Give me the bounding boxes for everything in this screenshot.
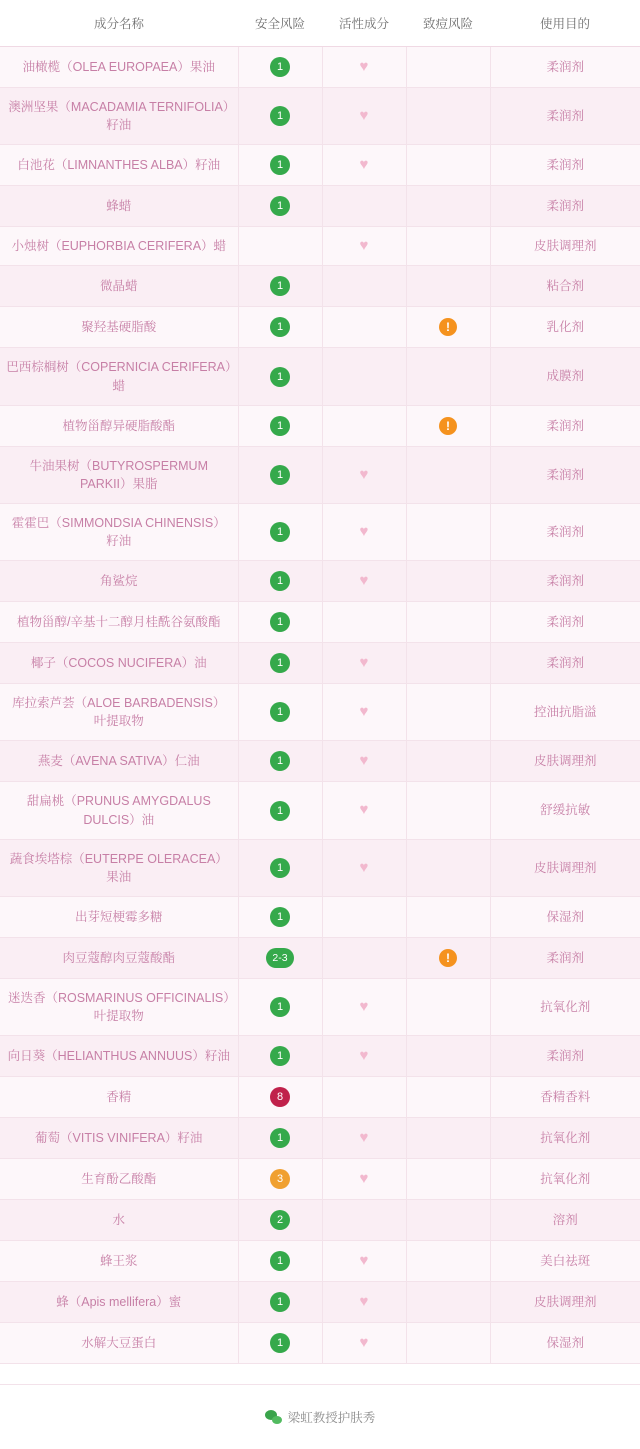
table-row [0, 741, 640, 782]
table-row [0, 446, 640, 503]
ingredient-name: 微晶蜡 [0, 266, 238, 307]
safety-risk-badge: 1 [270, 317, 290, 337]
safety-risk-cell [238, 1241, 322, 1282]
safety-risk-badge: 2-3 [266, 948, 294, 968]
safety-risk-cell [238, 1200, 322, 1241]
table-row [0, 1323, 640, 1364]
ingredient-name: 蜂蜡 [0, 186, 238, 227]
heart-icon: ♥ [359, 572, 369, 590]
acne-risk-cell [406, 348, 490, 405]
purpose-cell: 柔润剂 [490, 602, 640, 643]
safety-risk-cell [238, 446, 322, 503]
ingredient-name: 植物甾醇异硬脂酸酯 [0, 405, 238, 446]
table-row [0, 348, 640, 405]
active-ingredient-cell [322, 937, 406, 978]
wechat-icon [265, 1410, 282, 1424]
active-ingredient-cell [322, 978, 406, 1035]
safety-risk-cell [238, 1159, 322, 1200]
active-ingredient-cell [322, 602, 406, 643]
acne-risk-cell [406, 782, 490, 839]
column-header-name: 成分名称 [0, 0, 238, 47]
table-row [0, 782, 640, 839]
active-ingredient-cell [322, 88, 406, 145]
acne-risk-cell [406, 1282, 490, 1323]
active-ingredient-cell [322, 896, 406, 937]
purpose-cell: 皮肤调理剂 [490, 741, 640, 782]
purpose-cell: 柔润剂 [490, 503, 640, 560]
purpose-cell: 皮肤调理剂 [490, 839, 640, 896]
table-row [0, 1118, 640, 1159]
purpose-cell: 保湿剂 [490, 1323, 640, 1364]
ingredient-name: 白池花（LIMNANTHES ALBA）籽油 [0, 145, 238, 186]
safety-risk-cell [238, 643, 322, 684]
safety-risk-badge: 1 [270, 196, 290, 216]
ingredient-name: 迷迭香（ROSMARINUS OFFICINALIS）叶提取物 [0, 978, 238, 1035]
acne-risk-cell [406, 839, 490, 896]
safety-risk-badge: 1 [270, 612, 290, 632]
safety-risk-cell [238, 1118, 322, 1159]
acne-risk-cell [406, 602, 490, 643]
warning-icon: ! [439, 949, 457, 967]
ingredient-name: 向日葵（HELIANTHUS ANNUUS）籽油 [0, 1036, 238, 1077]
acne-risk-cell [406, 186, 490, 227]
safety-risk-cell [238, 145, 322, 186]
table-row [0, 307, 640, 348]
active-ingredient-cell [322, 684, 406, 741]
acne-risk-cell [406, 1323, 490, 1364]
acne-risk-cell [406, 1241, 490, 1282]
ingredient-name: 肉豆蔻醇肉豆蔻酸酯 [0, 937, 238, 978]
safety-risk-cell [238, 1282, 322, 1323]
safety-risk-badge: 1 [270, 106, 290, 126]
acne-risk-cell [406, 88, 490, 145]
safety-risk-badge: 1 [270, 571, 290, 591]
safety-risk-cell [238, 978, 322, 1035]
heart-icon: ♥ [359, 1293, 369, 1311]
active-ingredient-cell [322, 405, 406, 446]
safety-risk-cell [238, 1323, 322, 1364]
heart-icon: ♥ [359, 57, 369, 75]
active-ingredient-cell [322, 1036, 406, 1077]
safety-risk-badge: 1 [270, 858, 290, 878]
active-ingredient-cell [322, 741, 406, 782]
bottom-spacer [0, 1364, 640, 1384]
purpose-cell: 柔润剂 [490, 145, 640, 186]
acne-risk-cell [406, 1200, 490, 1241]
active-ingredient-cell [322, 1159, 406, 1200]
ingredient-name: 油橄榄（OLEA EUROPAEA）果油 [0, 47, 238, 88]
table-row [0, 937, 640, 978]
safety-risk-badge: 1 [270, 416, 290, 436]
table-row [0, 1282, 640, 1323]
acne-risk-cell [406, 561, 490, 602]
purpose-cell: 柔润剂 [490, 186, 640, 227]
heart-icon: ♥ [359, 465, 369, 483]
safety-risk-badge: 1 [270, 1046, 290, 1066]
safety-risk-cell [238, 405, 322, 446]
purpose-cell: 柔润剂 [490, 937, 640, 978]
safety-risk-badge: 2 [270, 1210, 290, 1230]
safety-risk-cell [238, 47, 322, 88]
ingredient-name: 椰子（COCOS NUCIFERA）油 [0, 643, 238, 684]
ingredient-name: 水解大豆蛋白 [0, 1323, 238, 1364]
active-ingredient-cell [322, 1118, 406, 1159]
table-header [0, 0, 640, 47]
ingredient-name: 澳洲坚果（MACADAMIA TERNIFOLIA）籽油 [0, 88, 238, 145]
active-ingredient-cell [322, 266, 406, 307]
safety-risk-cell [238, 307, 322, 348]
safety-risk-badge: 1 [270, 465, 290, 485]
acne-risk-cell [406, 741, 490, 782]
ingredient-name: 出芽短梗霉多糖 [0, 896, 238, 937]
safety-risk-cell [238, 1036, 322, 1077]
table-row [0, 1200, 640, 1241]
purpose-cell: 柔润剂 [490, 446, 640, 503]
purpose-cell: 成膜剂 [490, 348, 640, 405]
footer-account-name: 梁虹教授护肤秀 [287, 1411, 376, 1426]
ingredient-name: 香精 [0, 1077, 238, 1118]
footer [0, 1384, 640, 1449]
ingredient-name: 库拉索芦荟（ALOE BARBADENSIS）叶提取物 [0, 684, 238, 741]
table-row [0, 1159, 640, 1200]
heart-icon: ♥ [359, 1334, 369, 1352]
purpose-cell: 柔润剂 [490, 561, 640, 602]
ingredient-name: 霍霍巴（SIMMONDSIA CHINENSIS）籽油 [0, 503, 238, 560]
safety-risk-badge: 1 [270, 57, 290, 77]
purpose-cell: 香精香料 [490, 1077, 640, 1118]
heart-icon: ♥ [359, 1129, 369, 1147]
table-row [0, 47, 640, 88]
ingredient-name: 甜扁桃（PRUNUS AMYGDALUS DULCIS）油 [0, 782, 238, 839]
ingredient-name: 葡萄（VITIS VINIFERA）籽油 [0, 1118, 238, 1159]
heart-icon: ♥ [359, 1047, 369, 1065]
acne-risk-cell [406, 145, 490, 186]
active-ingredient-cell [322, 227, 406, 266]
purpose-cell: 保湿剂 [490, 896, 640, 937]
ingredient-name: 牛油果树（BUTYROSPERMUM PARKII）果脂 [0, 446, 238, 503]
purpose-cell: 皮肤调理剂 [490, 1282, 640, 1323]
acne-risk-cell [406, 446, 490, 503]
active-ingredient-cell [322, 503, 406, 560]
purpose-cell: 乳化剂 [490, 307, 640, 348]
table-row [0, 1036, 640, 1077]
heart-icon: ♥ [359, 237, 369, 255]
heart-icon: ♥ [359, 858, 369, 876]
table-row [0, 978, 640, 1035]
active-ingredient-cell [322, 1241, 406, 1282]
ingredient-name: 聚羟基硬脂酸 [0, 307, 238, 348]
heart-icon: ♥ [359, 1170, 369, 1188]
heart-icon: ♥ [359, 156, 369, 174]
safety-risk-badge: 3 [270, 1169, 290, 1189]
active-ingredient-cell [322, 643, 406, 684]
acne-risk-cell [406, 405, 490, 446]
safety-risk-cell [238, 561, 322, 602]
table-row [0, 186, 640, 227]
purpose-cell: 抗氧化剂 [490, 978, 640, 1035]
acne-risk-cell [406, 47, 490, 88]
purpose-cell: 抗氧化剂 [490, 1118, 640, 1159]
safety-risk-badge: 1 [270, 751, 290, 771]
ingredient-name: 生育酚乙酸酯 [0, 1159, 238, 1200]
acne-risk-cell [406, 1036, 490, 1077]
active-ingredient-cell [322, 307, 406, 348]
safety-risk-cell [238, 937, 322, 978]
column-header-active-ingredient: 活性成分 [322, 0, 406, 47]
table-row [0, 266, 640, 307]
ingredient-name: 小烛树（EUPHORBIA CERIFERA）蜡 [0, 227, 238, 266]
safety-risk-badge: 1 [270, 1128, 290, 1148]
table-row [0, 227, 640, 266]
purpose-cell: 皮肤调理剂 [490, 227, 640, 266]
acne-risk-cell [406, 896, 490, 937]
safety-risk-cell [238, 839, 322, 896]
purpose-cell: 粘合剂 [490, 266, 640, 307]
purpose-cell: 舒缓抗敏 [490, 782, 640, 839]
column-header-purpose: 使用目的 [490, 0, 640, 47]
safety-risk-cell [238, 348, 322, 405]
table-header-row [0, 0, 640, 47]
active-ingredient-cell [322, 1282, 406, 1323]
heart-icon: ♥ [359, 997, 369, 1015]
safety-risk-badge: 1 [270, 1333, 290, 1353]
safety-risk-badge: 1 [270, 522, 290, 542]
ingredient-name: 蜂（Apis mellifera）蜜 [0, 1282, 238, 1323]
purpose-cell: 柔润剂 [490, 88, 640, 145]
table-row [0, 1241, 640, 1282]
acne-risk-cell [406, 937, 490, 978]
footer-account[interactable] [265, 1408, 376, 1426]
safety-risk-cell [238, 684, 322, 741]
purpose-cell: 抗氧化剂 [490, 1159, 640, 1200]
heart-icon: ♥ [359, 654, 369, 672]
safety-risk-cell [238, 1077, 322, 1118]
safety-risk-badge: 1 [270, 997, 290, 1017]
table-row [0, 643, 640, 684]
purpose-cell: 柔润剂 [490, 643, 640, 684]
ingredient-name: 植物甾醇/辛基十二醇月桂酰谷氨酸酯 [0, 602, 238, 643]
acne-risk-cell [406, 684, 490, 741]
safety-risk-badge: 1 [270, 653, 290, 673]
acne-risk-cell [406, 1159, 490, 1200]
active-ingredient-cell [322, 47, 406, 88]
acne-risk-cell [406, 503, 490, 560]
table-row [0, 1077, 640, 1118]
table-row [0, 839, 640, 896]
safety-risk-badge: 1 [270, 1292, 290, 1312]
purpose-cell: 柔润剂 [490, 405, 640, 446]
table-row [0, 145, 640, 186]
heart-icon: ♥ [359, 1252, 369, 1270]
safety-risk-cell [238, 741, 322, 782]
active-ingredient-cell [322, 186, 406, 227]
active-ingredient-cell [322, 1323, 406, 1364]
acne-risk-cell [406, 266, 490, 307]
safety-risk-cell [238, 88, 322, 145]
safety-risk-badge: 1 [270, 367, 290, 387]
safety-risk-badge: 1 [270, 702, 290, 722]
safety-risk-cell [238, 896, 322, 937]
warning-icon: ! [439, 417, 457, 435]
heart-icon: ♥ [359, 752, 369, 770]
table-row [0, 503, 640, 560]
table-row [0, 602, 640, 643]
heart-icon: ♥ [359, 703, 369, 721]
safety-risk-cell [238, 782, 322, 839]
ingredient-name: 水 [0, 1200, 238, 1241]
table-row [0, 896, 640, 937]
active-ingredient-cell [322, 1077, 406, 1118]
acne-risk-cell [406, 227, 490, 266]
purpose-cell: 柔润剂 [490, 47, 640, 88]
acne-risk-cell [406, 643, 490, 684]
ingredient-name: 巴西棕榈树（COPERNICIA CERIFERA）蜡 [0, 348, 238, 405]
table-row [0, 88, 640, 145]
acne-risk-cell [406, 978, 490, 1035]
safety-risk-cell [238, 266, 322, 307]
ingredient-name: 燕麦（AVENA SATIVA）仁油 [0, 741, 238, 782]
active-ingredient-cell [322, 561, 406, 602]
purpose-cell: 控油抗脂溢 [490, 684, 640, 741]
active-ingredient-cell [322, 782, 406, 839]
purpose-cell: 溶剂 [490, 1200, 640, 1241]
column-header-acne-risk: 致痘风险 [406, 0, 490, 47]
safety-risk-badge: 1 [270, 801, 290, 821]
active-ingredient-cell [322, 145, 406, 186]
heart-icon: ♥ [359, 801, 369, 819]
safety-risk-badge: 1 [270, 276, 290, 296]
active-ingredient-cell [322, 446, 406, 503]
active-ingredient-cell [322, 348, 406, 405]
safety-risk-badge: 1 [270, 155, 290, 175]
acne-risk-cell [406, 1118, 490, 1159]
column-header-safety-risk: 安全风险 [238, 0, 322, 47]
acne-risk-cell [406, 1077, 490, 1118]
table-row [0, 561, 640, 602]
purpose-cell: 柔润剂 [490, 1036, 640, 1077]
table-body [0, 47, 640, 1364]
safety-risk-cell [238, 227, 322, 266]
active-ingredient-cell [322, 1200, 406, 1241]
heart-icon: ♥ [359, 522, 369, 540]
safety-risk-badge: 1 [270, 907, 290, 927]
safety-risk-cell [238, 602, 322, 643]
table-row [0, 684, 640, 741]
safety-risk-badge: 1 [270, 1251, 290, 1271]
acne-risk-cell [406, 307, 490, 348]
safety-risk-badge: 8 [270, 1087, 290, 1107]
ingredient-name: 蔬食埃塔棕（EUTERPE OLERACEA）果油 [0, 839, 238, 896]
safety-risk-cell [238, 186, 322, 227]
ingredient-name: 角鲨烷 [0, 561, 238, 602]
warning-icon: ! [439, 318, 457, 336]
active-ingredient-cell [322, 839, 406, 896]
ingredient-name: 蜂王浆 [0, 1241, 238, 1282]
table-row [0, 405, 640, 446]
safety-risk-cell [238, 503, 322, 560]
heart-icon: ♥ [359, 107, 369, 125]
purpose-cell: 美白祛斑 [490, 1241, 640, 1282]
